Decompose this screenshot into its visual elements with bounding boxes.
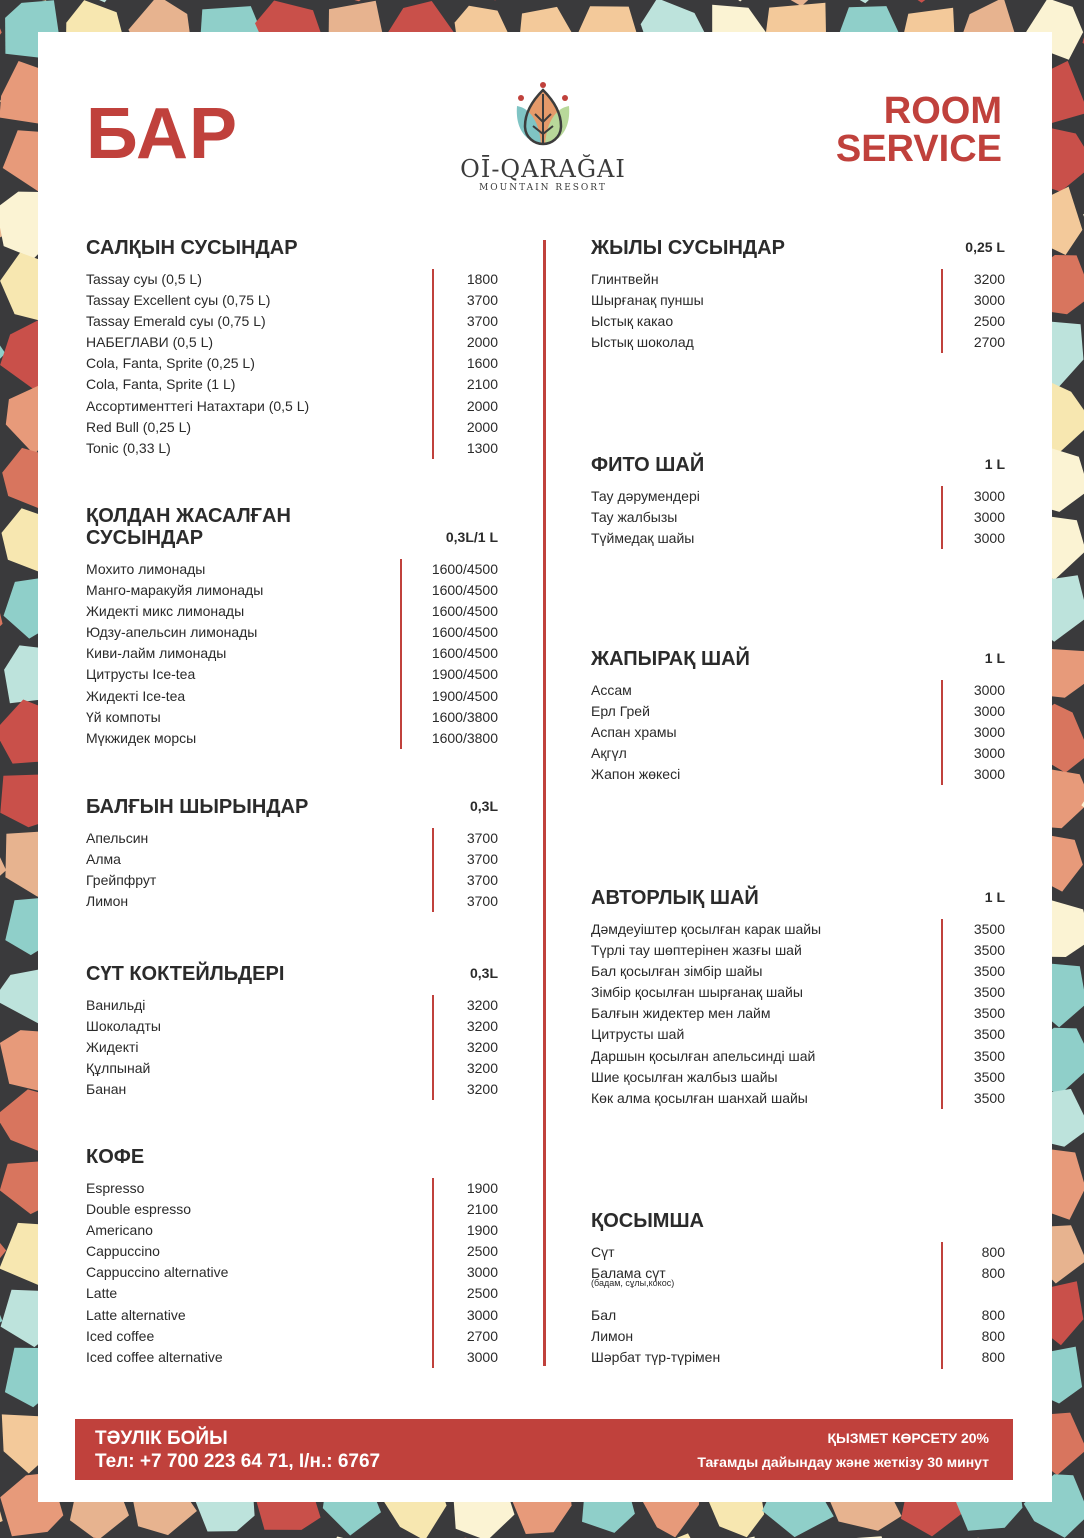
item-price: 3000 bbox=[466, 1306, 498, 1323]
item-name: НАБЕГЛАВИ (0,5 L) bbox=[86, 334, 214, 351]
item-price: 3200 bbox=[466, 1039, 498, 1056]
section-header bbox=[591, 648, 1005, 672]
menu-item bbox=[591, 311, 1005, 332]
menu-item bbox=[86, 353, 498, 374]
item-price: 3700 bbox=[466, 851, 498, 868]
item-price: 800 bbox=[981, 1265, 1005, 1282]
item-name: Ыстық шоколад bbox=[591, 334, 694, 351]
section-title: САЛҚЫН СУСЫНДАР bbox=[86, 237, 298, 259]
menu-item bbox=[591, 1326, 1005, 1347]
glass-tile bbox=[0, 1210, 6, 1285]
menu-section bbox=[86, 237, 498, 459]
item-price: 1800 bbox=[466, 271, 498, 287]
item-price: 3200 bbox=[466, 1081, 498, 1098]
menu-item bbox=[86, 290, 498, 311]
menu-item bbox=[86, 1037, 498, 1058]
item-price: 1600 bbox=[466, 355, 498, 372]
menu-item bbox=[591, 269, 1005, 290]
item-price: 3000 bbox=[973, 745, 1005, 762]
item-name: Ыстық какао bbox=[591, 313, 674, 330]
item-name: Лимон bbox=[86, 893, 129, 910]
section-title: БАЛҒЫН ШЫРЫНДАР bbox=[86, 796, 309, 818]
item-name: Ерл Грей bbox=[591, 703, 650, 720]
item-price: 3200 bbox=[466, 1060, 498, 1077]
section-title: СҮТ КОКТЕЙЛЬДЕРІ bbox=[86, 963, 285, 985]
menu-item bbox=[591, 722, 1005, 743]
item-price: 3700 bbox=[466, 313, 498, 330]
item-name: Шырғанақ пуншы bbox=[591, 292, 704, 309]
glass-tile bbox=[0, 63, 1, 130]
section-title: ҚОСЫМША bbox=[591, 1210, 704, 1232]
glass-tile bbox=[898, 0, 961, 3]
item-list bbox=[86, 828, 498, 912]
item-price: 3000 bbox=[466, 1348, 498, 1365]
menu-section bbox=[86, 1146, 498, 1368]
section-title-line2: СУСЫНДАР bbox=[86, 527, 204, 549]
menu-item bbox=[591, 764, 1005, 785]
menu-item bbox=[86, 269, 498, 290]
item-price: 2000 bbox=[466, 397, 498, 414]
menu-item bbox=[591, 1347, 1005, 1368]
menu-item bbox=[591, 486, 1005, 507]
menu-item bbox=[591, 507, 1005, 528]
item-name: Espresso bbox=[86, 1180, 145, 1196]
item-price: 1600/4500 bbox=[431, 624, 498, 641]
menu-item bbox=[86, 707, 498, 728]
section-header bbox=[591, 237, 1005, 261]
item-price: 1600/4500 bbox=[431, 603, 498, 620]
item-name: Tassay суы (0,5 L) bbox=[86, 271, 202, 287]
item-price: 3000 bbox=[466, 1264, 498, 1281]
item-name: Мүкжидек морсы bbox=[86, 729, 197, 746]
menu-item bbox=[591, 940, 1005, 961]
menu-item bbox=[591, 1003, 1005, 1024]
item-price: 1900 bbox=[466, 1180, 498, 1196]
item-price: 3500 bbox=[973, 1089, 1005, 1106]
item-price: 3500 bbox=[973, 1047, 1005, 1064]
menu-sheet bbox=[38, 32, 1052, 1502]
menu-item bbox=[591, 1263, 1005, 1289]
section-unit: 1 L bbox=[984, 889, 1005, 905]
menu-section bbox=[591, 1210, 1005, 1369]
menu-item bbox=[591, 290, 1005, 311]
menu-item bbox=[86, 1199, 498, 1220]
footer-hours: ТӘУЛІК БОЙЫ bbox=[95, 1428, 228, 1449]
logo-subtitle: MOUNTAIN RESORT bbox=[479, 183, 607, 193]
item-price: 3000 bbox=[973, 682, 1005, 698]
item-name: Tassay Emerald суы (0,75 L) bbox=[86, 313, 266, 330]
item-name: Ақгүл bbox=[591, 745, 627, 762]
menu-item bbox=[86, 1058, 498, 1079]
item-name: Iced coffee bbox=[86, 1327, 155, 1344]
item-price: 1300 bbox=[466, 439, 498, 456]
item-name: Шоколадты bbox=[86, 1018, 161, 1035]
item-price: 3200 bbox=[466, 1018, 498, 1035]
room-service-title bbox=[836, 92, 1002, 168]
item-price: 3000 bbox=[973, 766, 1005, 783]
item-name: Түрлі тау шөптерінен жазғы шай bbox=[591, 942, 802, 959]
item-name: Шие қосылған жалбыз шайы bbox=[591, 1068, 778, 1085]
item-name: Түймедақ шайы bbox=[591, 530, 695, 547]
glass-tile bbox=[67, 0, 128, 2]
item-name: Юдзу-апельсин лимонады bbox=[86, 624, 258, 641]
item-name: Аспан храмы bbox=[591, 724, 677, 741]
menu-item bbox=[86, 1305, 498, 1326]
item-name: Жидекті микс лимонады bbox=[86, 603, 245, 620]
menu-item bbox=[86, 580, 498, 601]
section-title: ЖЫЛЫ СУСЫНДАР bbox=[591, 237, 785, 259]
item-name: Red Bull (0,25 L) bbox=[86, 418, 192, 435]
item-name: Бал bbox=[591, 1307, 617, 1324]
menu-item bbox=[86, 1241, 498, 1262]
section-title: ЖАПЫРАҚ ШАЙ bbox=[591, 648, 750, 670]
item-price: 1900/4500 bbox=[431, 687, 498, 704]
menu-item bbox=[591, 1284, 1005, 1305]
menu-item bbox=[591, 332, 1005, 353]
item-list bbox=[86, 559, 498, 749]
item-name: Даршын қосылған апельсинді шай bbox=[591, 1047, 816, 1064]
item-price: 1600/4500 bbox=[431, 561, 498, 577]
item-name: Цитрусты шай bbox=[591, 1026, 685, 1043]
page-title: БАР bbox=[86, 94, 239, 174]
menu-item bbox=[86, 891, 498, 912]
menu-item bbox=[591, 701, 1005, 722]
menu-item bbox=[86, 1079, 498, 1100]
item-name: Апельсин bbox=[86, 830, 149, 846]
menu-item bbox=[86, 643, 498, 664]
glass-tile bbox=[0, 1280, 3, 1340]
section-title: АВТОРЛЫҚ ШАЙ bbox=[591, 887, 759, 909]
item-price: 2100 bbox=[466, 1201, 498, 1218]
item-name: Көк алма қосылған шанхай шайы bbox=[591, 1089, 808, 1106]
item-list bbox=[591, 486, 1005, 549]
item-name: Ассортименттегі Натахтари (0,5 L) bbox=[86, 397, 310, 414]
item-name: Tonic (0,33 L) bbox=[86, 439, 171, 456]
item-name: Сүт bbox=[591, 1244, 615, 1260]
menu-item bbox=[86, 396, 498, 417]
item-list bbox=[591, 680, 1005, 785]
item-name: Зімбір қосылған шырғанақ шайы bbox=[591, 984, 803, 1001]
menu-item bbox=[591, 1046, 1005, 1067]
item-name: Americano bbox=[86, 1222, 153, 1239]
item-name: Iced coffee alternative bbox=[86, 1348, 223, 1365]
glass-tile bbox=[0, 582, 3, 644]
menu-item bbox=[591, 1305, 1005, 1326]
menu-item bbox=[86, 1347, 498, 1368]
item-name: Мохито лимонады bbox=[86, 561, 206, 577]
item-name: Алма bbox=[86, 851, 121, 868]
column-divider bbox=[543, 240, 546, 1366]
menu-item bbox=[591, 743, 1005, 764]
section-header bbox=[86, 505, 498, 551]
item-list bbox=[86, 995, 498, 1100]
item-name: Cappuccino bbox=[86, 1243, 160, 1260]
menu-section bbox=[86, 963, 498, 1100]
item-name: Балғын жидектер мен лайм bbox=[591, 1005, 771, 1022]
section-header bbox=[86, 963, 498, 987]
item-name: Грейпфрут bbox=[86, 872, 157, 889]
item-price: 2000 bbox=[466, 418, 498, 435]
room-service-line2: SERVICE bbox=[835, 128, 1002, 170]
menu-item bbox=[591, 1067, 1005, 1088]
menu-section bbox=[591, 237, 1005, 353]
item-price: 2000 bbox=[466, 334, 498, 351]
item-price: 3700 bbox=[466, 830, 498, 846]
menu-item bbox=[86, 1016, 498, 1037]
item-name: Лимон bbox=[591, 1328, 634, 1345]
item-name: Жидекті bbox=[86, 1039, 139, 1056]
item-name: Жидекті Ice-tea bbox=[86, 687, 186, 704]
menu-item bbox=[591, 961, 1005, 982]
item-name: Ванильді bbox=[86, 997, 146, 1013]
item-price: 3500 bbox=[973, 1005, 1005, 1022]
section-title: ҚОЛДАН ЖАСАЛҒАН bbox=[86, 505, 291, 527]
section-unit: 1 L bbox=[984, 650, 1005, 666]
menu-item bbox=[86, 622, 498, 643]
item-note: (бадам, сұлы,кокос) bbox=[591, 1278, 675, 1289]
item-list bbox=[86, 269, 498, 459]
glass-tile bbox=[4, 0, 65, 1]
item-price: 2500 bbox=[973, 313, 1005, 330]
item-name: Cappuccino alternative bbox=[86, 1264, 229, 1281]
menu-item bbox=[86, 311, 498, 332]
menu-item bbox=[86, 1178, 498, 1199]
glass-tile bbox=[0, 831, 6, 901]
item-price: 1600/3800 bbox=[431, 708, 498, 725]
item-price: 2700 bbox=[973, 334, 1005, 351]
item-price: 1600/4500 bbox=[431, 645, 498, 662]
item-price: 800 bbox=[981, 1307, 1005, 1324]
menu-item bbox=[86, 995, 498, 1016]
menu-item bbox=[86, 374, 498, 395]
item-price: 3500 bbox=[973, 942, 1005, 959]
menu-item bbox=[591, 919, 1005, 940]
item-price: 3500 bbox=[973, 921, 1005, 937]
item-price: 800 bbox=[981, 1328, 1005, 1345]
item-name: Глинтвейн bbox=[591, 271, 659, 287]
menu-section bbox=[86, 505, 498, 749]
item-name: Дәмдеуіштер қосылған карак шайы bbox=[591, 921, 822, 937]
item-price: 1600/4500 bbox=[431, 582, 498, 599]
item-name: Бал қосылған зімбір шайы bbox=[591, 963, 763, 980]
menu-section bbox=[591, 887, 1005, 1109]
menu-section bbox=[86, 796, 498, 912]
menu-item bbox=[86, 870, 498, 891]
section-header bbox=[86, 1146, 498, 1170]
item-list bbox=[591, 269, 1005, 353]
item-list bbox=[591, 1242, 1005, 1369]
section-header bbox=[86, 796, 498, 820]
item-price: 3500 bbox=[973, 984, 1005, 1001]
item-name: Cola, Fanta, Sprite (1 L) bbox=[86, 376, 236, 393]
item-price: 2500 bbox=[466, 1243, 498, 1260]
menu-item bbox=[86, 438, 498, 459]
item-price: 3700 bbox=[466, 292, 498, 309]
glass-tile bbox=[831, 0, 903, 3]
menu-item bbox=[591, 528, 1005, 549]
glass-tile bbox=[0, 0, 2, 61]
menu-item bbox=[86, 828, 498, 849]
item-name: Latte bbox=[86, 1285, 118, 1302]
item-price: 3500 bbox=[973, 1068, 1005, 1085]
menu-item bbox=[86, 601, 498, 622]
menu-item bbox=[86, 664, 498, 685]
item-price: 1600/3800 bbox=[431, 729, 498, 746]
menu-item bbox=[591, 1024, 1005, 1045]
item-list bbox=[86, 1178, 498, 1368]
footer-banner bbox=[75, 1419, 1013, 1480]
item-name: Double espresso bbox=[86, 1201, 192, 1218]
menu-item bbox=[86, 1262, 498, 1283]
menu-item bbox=[591, 1088, 1005, 1109]
section-title: КОФЕ bbox=[86, 1146, 145, 1168]
item-name: Балама сүт bbox=[591, 1265, 666, 1282]
item-price: 2100 bbox=[466, 376, 498, 393]
item-price: 3000 bbox=[973, 509, 1005, 526]
glass-tile bbox=[703, 0, 767, 2]
section-header bbox=[591, 1210, 1005, 1234]
menu-item bbox=[86, 686, 498, 707]
menu-item bbox=[591, 680, 1005, 701]
resort-logo bbox=[458, 80, 628, 193]
item-price: 3500 bbox=[973, 1026, 1005, 1043]
footer-service-charge: ҚЫЗМЕТ КӨРСЕТУ 20% bbox=[827, 1430, 989, 1446]
item-name: Ассам bbox=[591, 682, 632, 698]
menu-item bbox=[86, 1220, 498, 1241]
item-price: 3000 bbox=[973, 530, 1005, 547]
item-price: 3700 bbox=[466, 893, 498, 910]
footer-delivery-time: Тағамды дайындау және жеткізу 30 минут bbox=[697, 1454, 989, 1470]
footer-phone: Тел: +7 700 223 64 71, І/н.: 6767 bbox=[95, 1451, 381, 1472]
item-price: 3200 bbox=[973, 271, 1005, 287]
item-name: Тау дәрумендері bbox=[591, 488, 700, 504]
section-unit: 0,25 L bbox=[965, 239, 1005, 255]
item-price: 3000 bbox=[973, 724, 1005, 741]
section-unit: 0,3L bbox=[469, 965, 498, 981]
item-name: Latte alternative bbox=[86, 1306, 186, 1323]
item-price: 1900/4500 bbox=[431, 666, 498, 683]
item-name: Cola, Fanta, Sprite (0,25 L) bbox=[86, 355, 255, 372]
menu-item bbox=[591, 982, 1005, 1003]
menu-item bbox=[86, 1326, 498, 1347]
item-name: Шәрбат түр-түрімен bbox=[591, 1349, 721, 1366]
menu-item bbox=[86, 728, 498, 749]
item-list bbox=[591, 919, 1005, 1109]
item-price: 800 bbox=[981, 1349, 1005, 1366]
item-name: Киви-лайм лимонады bbox=[86, 645, 227, 662]
menu-item bbox=[86, 1283, 498, 1304]
menu-item bbox=[86, 559, 498, 580]
room-service-line1: ROOM bbox=[883, 90, 1002, 132]
logo-name: OĪ-QARAĞAI bbox=[460, 155, 626, 183]
item-price: 2700 bbox=[466, 1327, 498, 1344]
item-name: Тау жалбызы bbox=[591, 509, 678, 526]
menu-item bbox=[86, 417, 498, 438]
section-unit: 0,3L/1 L bbox=[445, 529, 498, 545]
item-price: 1900 bbox=[466, 1222, 498, 1239]
item-price: 2500 bbox=[466, 1285, 498, 1302]
menu-item bbox=[86, 849, 498, 870]
menu-item bbox=[591, 1242, 1005, 1263]
section-title: ФИТО ШАЙ bbox=[591, 454, 705, 476]
menu-section bbox=[591, 648, 1005, 785]
menu-section bbox=[591, 454, 1005, 549]
section-unit: 0,3L bbox=[469, 798, 498, 814]
item-name: Цитрусты Ice-tea bbox=[86, 666, 196, 683]
section-header bbox=[591, 887, 1005, 911]
item-price: 3000 bbox=[973, 703, 1005, 720]
item-price: 3000 bbox=[973, 488, 1005, 504]
item-name: Tassay Excellent суы (0,75 L) bbox=[86, 292, 271, 309]
item-name: Манго-маракуйя лимонады bbox=[86, 582, 264, 599]
item-name: Үй компоты bbox=[86, 708, 161, 725]
section-unit: 1 L bbox=[984, 456, 1005, 472]
item-price: 800 bbox=[981, 1244, 1005, 1260]
item-price: 3000 bbox=[973, 292, 1005, 309]
item-name: Банан bbox=[86, 1081, 127, 1098]
section-header bbox=[591, 454, 1005, 478]
item-name: Жапон жөкесі bbox=[591, 766, 681, 783]
resort-logo-icon bbox=[511, 80, 575, 148]
item-price: 3700 bbox=[466, 872, 498, 889]
menu-item bbox=[86, 332, 498, 353]
section-header bbox=[86, 237, 498, 261]
item-name: Құлпынай bbox=[86, 1060, 151, 1077]
item-price: 3500 bbox=[973, 963, 1005, 980]
item-price: 3200 bbox=[466, 997, 498, 1013]
